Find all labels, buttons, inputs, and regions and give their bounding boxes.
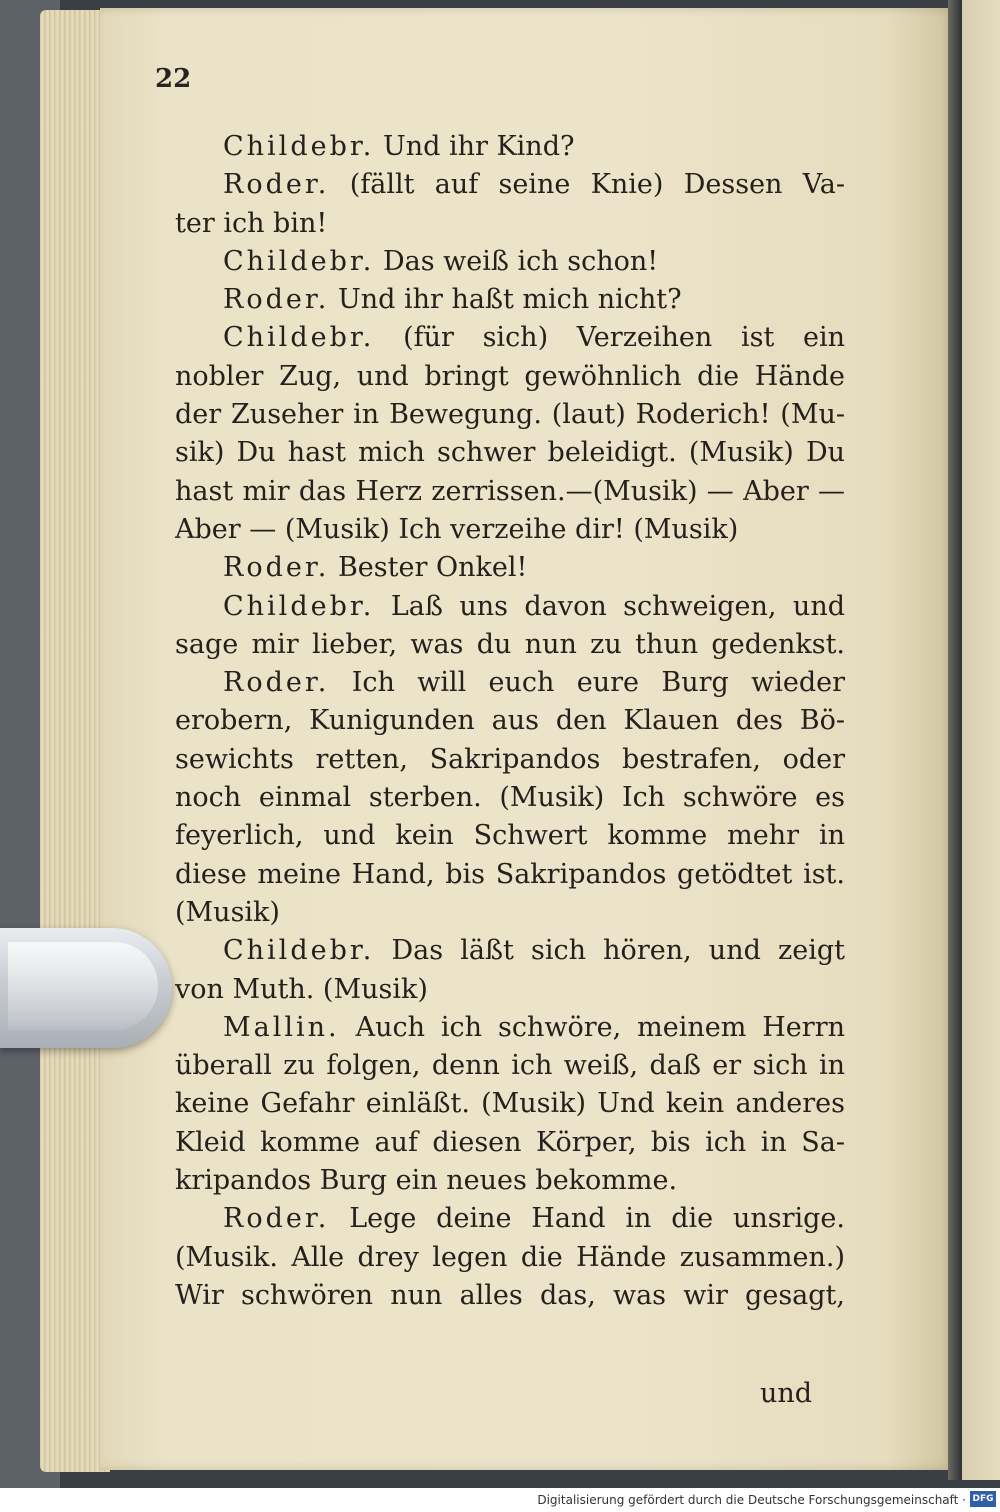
- line-text: kripandos Burg ein neues bekomme.: [175, 1165, 678, 1197]
- page-text: [175, 128, 845, 1315]
- speaker-name: Childebr.: [223, 590, 375, 622]
- text-line: [175, 358, 845, 396]
- line-text: Aber — (Musik) Ich verzeihe dir! (Musik): [175, 513, 739, 545]
- speaker-name: Roder.: [223, 284, 330, 316]
- text-line: [175, 626, 845, 664]
- speaker-name: Roder.: [223, 552, 330, 584]
- line-text: (Musik): [175, 896, 280, 928]
- speaker-name: Roder.: [223, 667, 330, 699]
- text-line: [175, 741, 845, 779]
- text-line: [175, 1009, 845, 1047]
- speaker-name: Childebr.: [223, 131, 375, 162]
- line-text: Das weiß ich schon!: [374, 245, 659, 277]
- speaker-name: Childebr.: [223, 245, 375, 277]
- text-line: [175, 971, 845, 1009]
- line-text: Laß uns davon schweigen, und: [374, 590, 845, 622]
- text-line: [175, 932, 845, 970]
- text-line: [175, 779, 845, 817]
- line-text: sik) Du hast mich schwer beleidigt. (Musik) Du: [175, 437, 845, 469]
- text-line: [175, 856, 845, 894]
- text-line: [175, 549, 845, 587]
- line-text: nobler Zug, und bringt gewöhnlich die Hände: [175, 360, 845, 392]
- line-text: Lege deine Hand in die unsrige.: [329, 1203, 845, 1235]
- line-text: der Zuseher in Bewegung. (laut) Roderich! (Mu-: [175, 399, 845, 431]
- text-line: [175, 205, 845, 243]
- speaker-name: Mallin.: [223, 1011, 340, 1043]
- line-text: diese meine Hand, bis Sakripandos getödtet ist.: [175, 858, 845, 890]
- text-line: [175, 664, 845, 702]
- speaker-name: Childebr.: [223, 935, 375, 967]
- text-line: [175, 1277, 845, 1315]
- line-text: noch einmal sterben. (Musik) Ich schwöre es: [175, 782, 845, 814]
- text-line: [175, 894, 845, 932]
- catchword: und: [760, 1378, 813, 1409]
- text-line: [175, 1162, 845, 1200]
- line-text: erobern, Kunigunden aus den Klauen des Bö-: [175, 705, 845, 737]
- text-line: [175, 281, 845, 319]
- line-text: sewichts retten, Sakripandos bestrafen, oder: [175, 743, 845, 775]
- line-text: Das läßt sich hören, und zeigt: [374, 935, 845, 967]
- line-text: Auch ich schwöre, meinem Herrn: [339, 1011, 845, 1043]
- text-line: [175, 1239, 845, 1277]
- text-line: [175, 817, 845, 855]
- text-line: [175, 473, 845, 511]
- line-text: sage mir lieber, was du nun zu thun gedenkst.: [175, 628, 845, 660]
- facing-page-edge: [962, 0, 1000, 1480]
- line-text: feyerlich, und kein Schwert komme mehr in: [175, 820, 845, 852]
- line-text: von Muth. (Musik): [175, 973, 428, 1005]
- text-line: [175, 1047, 845, 1085]
- line-text: (für sich) Verzeihen ist ein: [374, 322, 845, 354]
- text-line: [175, 166, 845, 204]
- clip-highlight: [8, 942, 158, 1030]
- book-binding: [948, 0, 962, 1480]
- footer-credit: Digitalisierung gefördert durch die Deutsche Forschungsgemeinschaft ·: [537, 1493, 966, 1507]
- text-line: [175, 128, 845, 166]
- line-text: ter ich bin!: [175, 207, 328, 239]
- page-number: 22: [155, 64, 192, 94]
- text-line: [175, 1124, 845, 1162]
- text-line: [175, 588, 845, 626]
- text-line: [175, 434, 845, 472]
- line-text: Bester Onkel!: [329, 552, 528, 584]
- line-text: keine Gefahr einläßt. (Musik) Und kein anderes: [175, 1088, 845, 1120]
- text-line: [175, 396, 845, 434]
- text-line: [175, 1200, 845, 1238]
- line-text: Wir schwören nun alles das, was wir gesagt,: [175, 1279, 845, 1311]
- line-text: Kleid komme auf diesen Körper, bis ich in Sa-: [175, 1126, 845, 1158]
- speaker-name: Childebr.: [223, 322, 375, 354]
- line-text: überall zu folgen, denn ich weiß, daß er sich in: [175, 1050, 845, 1082]
- text-line: [175, 511, 845, 549]
- text-line: [175, 1085, 845, 1123]
- line-text: (fällt auf seine Knie) Dessen Va-: [329, 169, 845, 201]
- text-line: [175, 702, 845, 740]
- line-text: Ich will euch eure Burg wieder: [329, 667, 845, 699]
- line-text: (Musik. Alle drey legen die Hände zusammen.): [175, 1241, 845, 1273]
- line-text: Und ihr Kind?: [374, 131, 575, 162]
- text-line: [175, 319, 845, 357]
- line-text: hast mir das Herz zerrissen.—(Musik) — Aber —: [175, 475, 845, 507]
- speaker-name: Roder.: [223, 1203, 330, 1235]
- line-text: Und ihr haßt mich nicht?: [329, 284, 682, 316]
- speaker-name: Roder.: [223, 169, 330, 201]
- dfg-logo-icon: DFG: [970, 1491, 996, 1507]
- text-line: [175, 243, 845, 281]
- metal-clip: [0, 928, 172, 1048]
